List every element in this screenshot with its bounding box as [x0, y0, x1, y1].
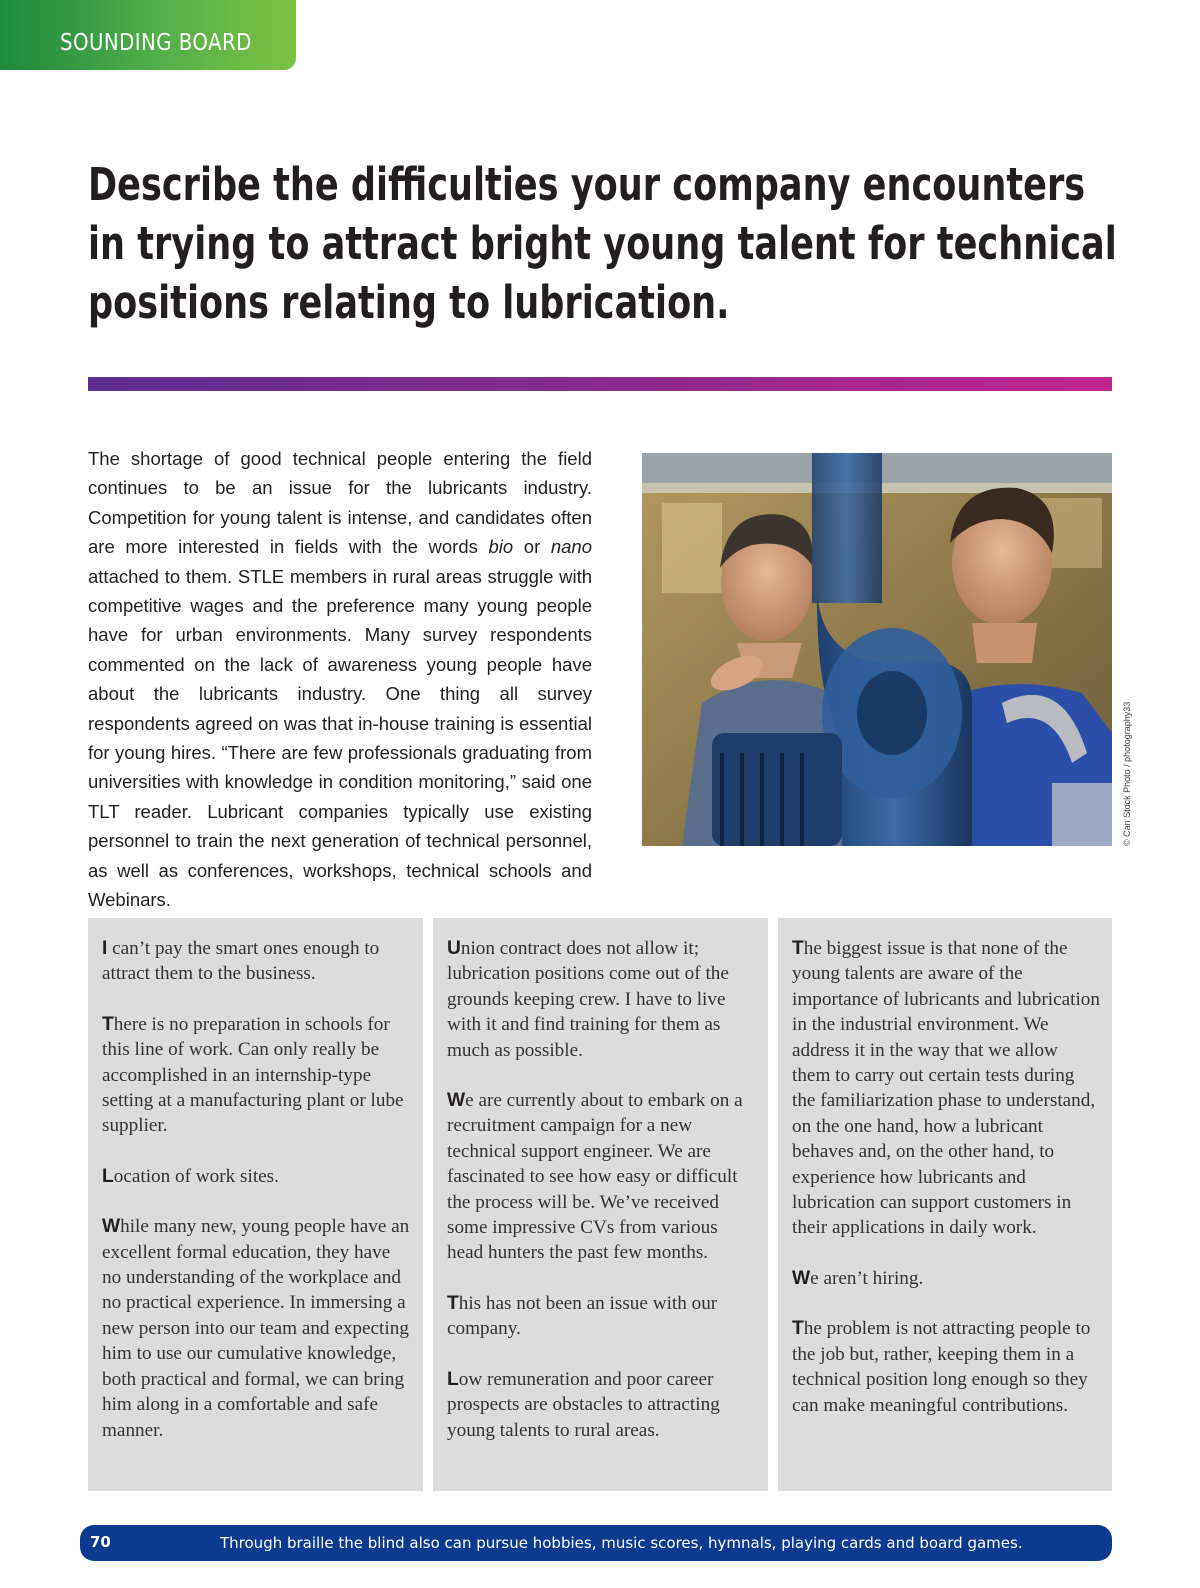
quote-initial: T	[792, 1318, 804, 1340]
quote-column-2	[433, 918, 768, 1491]
headline-line: Describe the difficulties your company encounters	[88, 158, 1086, 211]
intro-text: or	[513, 536, 551, 558]
section-tab-label: SOUNDING BOARD	[60, 30, 252, 56]
headline	[88, 155, 1117, 332]
quote-text: can’t pay the smart ones enough to attract them to the business.	[102, 938, 380, 985]
intro-text: The shortage of good technical people entering the field continues to be an issue for the lubricants industry. Competition for young talent is intense, and candidates often are more interested in fields with the words	[88, 448, 592, 558]
quote-column-3	[778, 918, 1112, 1491]
quote-initial: L	[447, 1368, 459, 1390]
quote-initial: T	[102, 1013, 114, 1035]
quote	[447, 1367, 756, 1443]
footer-bar	[80, 1525, 1112, 1561]
intro-italic-bio: bio	[488, 536, 514, 558]
quote-text: he biggest issue is that none of the young talents are aware of the importance of lubricants and lubrication in the industrial environment. We address it in the way that we allow them to carry out certain tests during the familiarization phase to understand, on the one hand, how a lubricant behaves and, on the other hand, to experience how lubricants and lubrication can support customers in their applications in daily work.	[792, 938, 1100, 1239]
quote	[102, 1214, 411, 1443]
quote-initial: W	[792, 1267, 811, 1289]
quote-text: here is no preparation in schools for this line of work. Can only really be accomplished in an internship-type setting at a manufacturing plant or lube supplier.	[102, 1013, 404, 1137]
headline-line: in trying to attract bright young talent for technical	[88, 217, 1117, 270]
quote	[447, 936, 756, 1063]
quote-text: he problem is not attracting people to the job but, rather, keeping them in a technical position long enough so they can make meaningful contributions.	[792, 1318, 1091, 1416]
quote	[102, 1012, 411, 1139]
intro-paragraph	[88, 444, 592, 915]
quote-initial: W	[102, 1216, 121, 1238]
section-tab	[0, 0, 296, 70]
quote	[792, 936, 1100, 1241]
quote-initial: I	[102, 938, 108, 959]
quote-column-1	[88, 918, 423, 1491]
quote-text: his has not been an issue with our company.	[447, 1292, 718, 1340]
quote-initial: U	[447, 938, 461, 959]
quote	[102, 1164, 411, 1189]
headline-line: positions relating to lubrication.	[88, 276, 730, 329]
quote-text: hile many new, young people have an excellent formal education, they have no understanding of the workplace and no practical experience. In immersing a new person into our team and expecting him to use our cumulative knowledge, both practical and formal, we can bring him along in a comfortable and safe manner.	[102, 1216, 410, 1441]
quote	[102, 936, 411, 987]
footer-fact: Through braille the blind also can pursue hobbies, music scores, hymnals, playing cards and board games.	[220, 1534, 1023, 1552]
quote-initial: T	[792, 938, 804, 959]
page-number: 70	[90, 1533, 111, 1551]
quote	[792, 1266, 1100, 1291]
photo-credit: © Can Stock Photo / photography33	[1122, 701, 1132, 846]
quote-initial: W	[447, 1090, 466, 1112]
quote-text: e are currently about to embark on a recruitment campaign for a new technical support engineer. We are fascinated to see how easy or difficult the process will be. We’ve received some impressive CVs from various head hunters the past few months.	[447, 1090, 743, 1264]
quote-text: ocation of work sites.	[113, 1165, 279, 1187]
quote-text: ow remuneration and poor career prospects are obstacles to attracting young talents to rural areas.	[447, 1368, 720, 1441]
quote-initial: L	[102, 1165, 114, 1187]
intro-italic-nano: nano	[550, 536, 592, 558]
intro-text: attached to them. STLE members in rural areas struggle with competitive wages and the preference many young people have for urban environments. Many survey respondents commented on the lack of awareness young people have about the lubricants industry. One thing all survey respondents agreed on was that in-house training is essential for young hires. “There are few professionals graduating from universities with knowledge in condition monitoring,” said one TLT reader. Lubricant companies typically use existing personnel to train the next generation of technical personnel, as well as conferences, workshops, technical schools and Webinars.	[88, 565, 592, 911]
photo-technicians-with-pump	[642, 453, 1112, 846]
quote	[792, 1316, 1100, 1418]
quote	[447, 1291, 756, 1342]
quote-text: e aren’t hiring.	[810, 1267, 924, 1289]
quote-text: nion contract does not allow it; lubrication positions come out of the grounds keeping crew. I have to live with it and find training for them as much as possible.	[447, 938, 729, 1061]
gradient-divider	[88, 377, 1112, 391]
quote-initial: T	[447, 1292, 459, 1314]
quote	[447, 1088, 756, 1266]
